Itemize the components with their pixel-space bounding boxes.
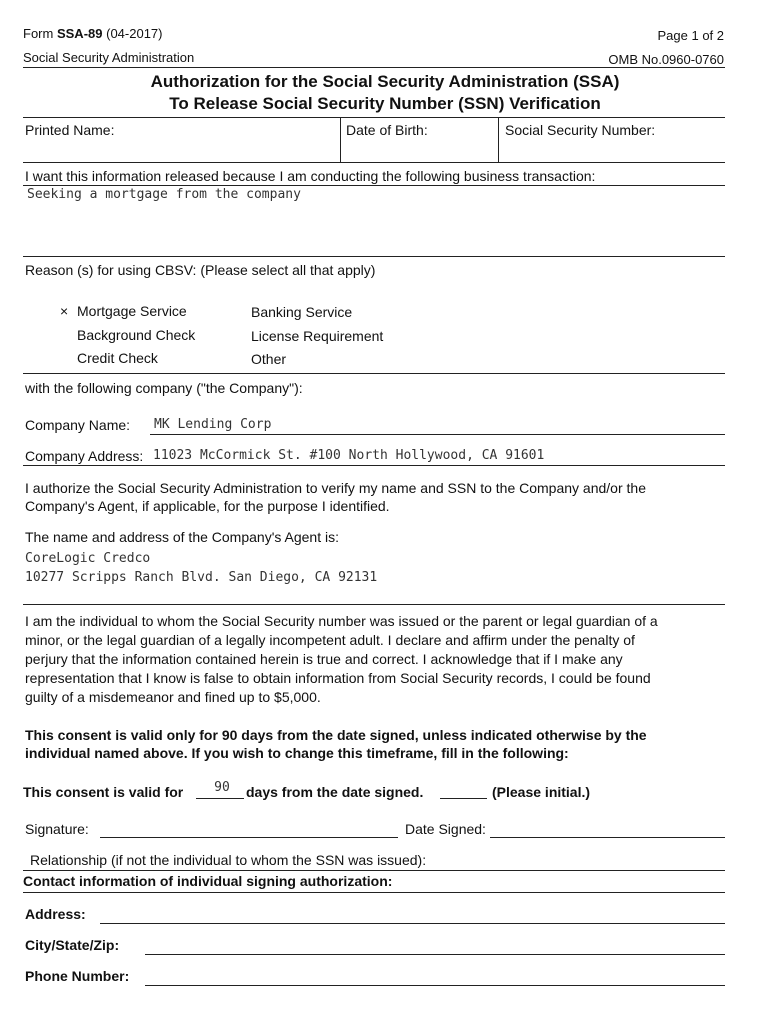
reason-banking-service[interactable]: Banking Service bbox=[251, 304, 353, 320]
contact-address-label: Address: bbox=[25, 906, 86, 922]
transaction-label: I want this information released because I am conducting the following business transaction: bbox=[25, 168, 596, 184]
transaction-field[interactable]: Seeking a mortgage from the company bbox=[27, 187, 301, 202]
reason-credit-check[interactable]: Credit Check bbox=[77, 350, 158, 366]
agency-name: Social Security Administration bbox=[23, 50, 195, 65]
company-name-underline bbox=[150, 434, 725, 435]
date-signed-field[interactable] bbox=[490, 837, 725, 838]
form-prefix: Form bbox=[23, 26, 54, 41]
contact-city-label: City/State/Zip: bbox=[25, 937, 120, 953]
page-indicator: Page 1 of 2 bbox=[657, 28, 724, 43]
ssn-label: Social Security Number: bbox=[505, 122, 656, 138]
form-title-line1: Authorization for the Social Security Administration (SSA) bbox=[150, 72, 620, 91]
contact-city-field[interactable] bbox=[145, 954, 725, 955]
transaction-label-underline bbox=[23, 185, 725, 186]
contact-address-field[interactable] bbox=[100, 923, 725, 924]
reasons-label: Reason (s) for using CBSV: (Please select all that apply) bbox=[25, 262, 376, 278]
form-date: (04-2017) bbox=[106, 26, 163, 41]
dob-label: Date of Birth: bbox=[346, 122, 428, 138]
form-id bbox=[23, 26, 163, 41]
printed-name-field[interactable] bbox=[25, 142, 335, 160]
contact-phone-label: Phone Number: bbox=[25, 968, 130, 984]
declaration-line2: minor, or the legal guardian of a legally incompetent adult. I declare and affirm under the penalty of bbox=[25, 632, 635, 648]
consent-days-field[interactable]: 90 bbox=[214, 780, 230, 795]
signature-label: Signature: bbox=[25, 821, 89, 837]
agent-label: The name and address of the Company's Agent is: bbox=[25, 529, 339, 545]
header-divider bbox=[23, 67, 725, 68]
authorize-line2: Company's Agent, if applicable, for the purpose I identified. bbox=[25, 498, 390, 514]
agent-name-field[interactable]: CoreLogic Credco bbox=[25, 551, 151, 566]
agent-address-field[interactable]: 10277 Scripps Ranch Blvd. San Diego, CA 92131 bbox=[25, 570, 378, 585]
ssn-field[interactable] bbox=[505, 142, 720, 160]
contact-phone-field[interactable] bbox=[145, 985, 725, 986]
form-number: SSA-89 bbox=[56, 26, 103, 41]
signature-field[interactable] bbox=[100, 837, 398, 838]
agent-bottom bbox=[23, 604, 725, 605]
authorize-line1: I authorize the Social Security Administration to verify my name and SSN to the Company and/or the bbox=[25, 480, 646, 496]
relationship-label: Relationship (if not the individual to whom the SSN was issued): bbox=[30, 852, 427, 868]
reason-mortgage-service[interactable]: Mortgage Service bbox=[77, 303, 187, 319]
form-title-line2: To Release Social Security Number (SSN) Verification bbox=[169, 94, 601, 113]
consent-days-underline bbox=[196, 798, 244, 799]
company-name-field[interactable]: MK Lending Corp bbox=[154, 417, 272, 432]
contact-heading: Contact information of individual signing authorization: bbox=[23, 873, 393, 889]
relationship-field[interactable] bbox=[23, 870, 725, 871]
company-address-field[interactable]: 11023 McCormick St. #100 North Hollywood, CA 91601 bbox=[153, 448, 545, 463]
identity-divider-2 bbox=[498, 117, 499, 162]
reason-background-check[interactable]: Background Check bbox=[77, 327, 196, 343]
identity-bottom bbox=[23, 162, 725, 163]
dob-field[interactable] bbox=[346, 142, 494, 160]
consent-line2: individual named above. If you wish to change this timeframe, fill in the following: bbox=[25, 745, 569, 761]
reason-other[interactable]: Other bbox=[251, 351, 287, 367]
printed-name-label: Printed Name: bbox=[25, 122, 115, 138]
mortgage-service-checkmark[interactable]: × bbox=[60, 303, 69, 319]
consent-initial-field[interactable] bbox=[440, 798, 487, 799]
declaration-line5: guilty of a misdemeanor and fined up to $5,000. bbox=[25, 689, 321, 705]
consent-line1: This consent is valid only for 90 days from the date signed, unless indicated otherwise by the bbox=[25, 727, 647, 743]
identity-divider-1 bbox=[340, 117, 341, 162]
declaration-line3: perjury that the information contained herein is true and correct. I acknowledge that if I make any bbox=[25, 651, 623, 667]
company-name-label: Company Name: bbox=[25, 417, 131, 433]
contact-heading-underline bbox=[23, 892, 725, 893]
consent-initial-label: (Please initial.) bbox=[492, 784, 591, 800]
date-signed-label: Date Signed: bbox=[405, 821, 486, 837]
omb-number: OMB No.0960-0760 bbox=[608, 52, 724, 67]
reasons-bottom bbox=[23, 373, 725, 374]
declaration-line1: I am the individual to whom the Social Security number was issued or the parent or legal guardian of a bbox=[25, 613, 658, 629]
transaction-bottom bbox=[23, 256, 725, 257]
company-intro: with the following company ("the Company"): bbox=[25, 380, 303, 396]
reason-license-requirement[interactable]: License Requirement bbox=[251, 328, 384, 344]
consent-days-suffix: days from the date signed. bbox=[246, 784, 424, 800]
company-address-underline bbox=[23, 465, 725, 466]
declaration-line4: representation that I know is false to obtain information from Social Security records, I could be found bbox=[25, 670, 651, 686]
consent-valid-label: This consent is valid for bbox=[23, 784, 184, 800]
company-address-label: Company Address: bbox=[25, 448, 144, 464]
title-divider bbox=[23, 117, 725, 118]
